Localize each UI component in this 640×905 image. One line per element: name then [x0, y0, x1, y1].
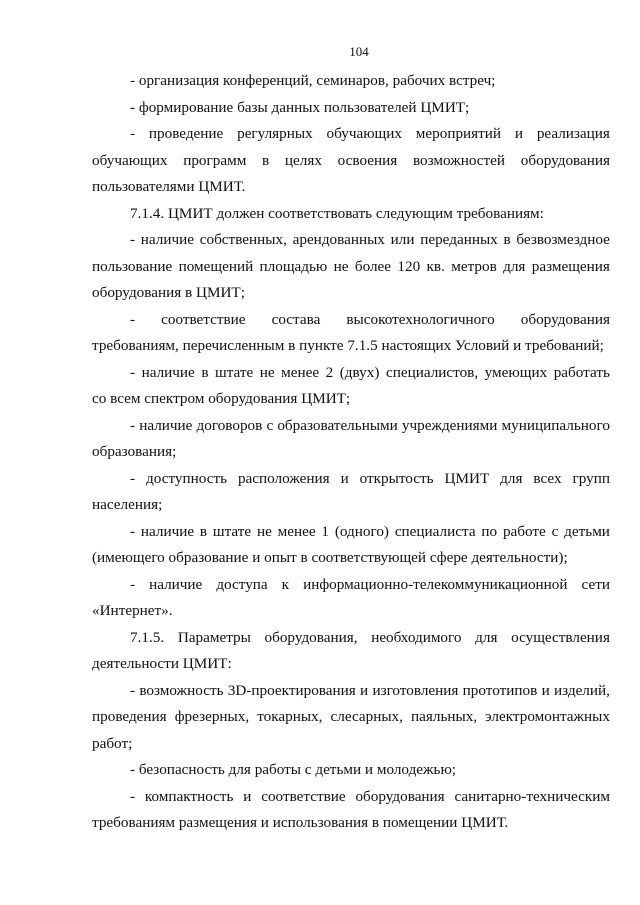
text-line: образования; — [92, 443, 177, 460]
text-line: требованиям размещения и использования в помещении ЦМИТ. — [92, 814, 509, 831]
text-line: требованиям, перечисленным в пункте 7.1.5 настоящих Условий и требований; — [92, 337, 604, 354]
text-line: - безопасность для работы с детьми и молодежью; — [130, 761, 457, 778]
text-line: (имеющего образование и опыт в соответствующей сфере деятельности); — [92, 549, 568, 566]
text-line: оборудования в ЦМИТ; — [92, 284, 245, 301]
text-line: - доступность расположения и открытость ЦМИТ для всех групп — [130, 469, 610, 487]
text-line: - наличие собственных, арендованных или переданных в безвозмездное — [130, 231, 610, 248]
paragraph — [92, 572, 610, 625]
paragraph — [92, 68, 610, 95]
text-line: - соответствие состава высокотехнологичного оборудования — [130, 310, 610, 328]
text-line: пользователями ЦМИТ. — [92, 178, 246, 195]
text-line: 7.1.4. ЦМИТ должен соответствовать следующим требованиям: — [130, 204, 544, 222]
text-line: - наличие в штате не менее 1 (одного) специалиста по работе с детьми — [130, 522, 610, 540]
text-line: - формирование базы данных пользователей ЦМИТ; — [130, 98, 470, 116]
paragraph — [92, 413, 610, 466]
paragraph — [92, 466, 610, 519]
text-line: проведения фрезерных, токарных, слесарных, паяльных, электромонтажных — [92, 708, 610, 725]
paragraph — [92, 360, 610, 413]
text-line: работ; — [92, 734, 133, 752]
paragraph — [92, 201, 610, 228]
text-line: - компактность и соответствие оборудования санитарно-техническим — [130, 787, 610, 805]
paragraph — [92, 784, 610, 837]
paragraph — [92, 227, 610, 307]
text-line: пользование помещений площадью не более 120 кв. метров для размещения — [92, 257, 610, 275]
text-line: со всем спектром оборудования ЦМИТ; — [92, 390, 351, 407]
paragraph — [92, 121, 610, 201]
paragraph — [92, 625, 610, 678]
paragraph — [92, 678, 610, 758]
text-line: «Интернет». — [92, 602, 173, 619]
text-line: - возможность 3D-проектирования и изготовления прототипов и изделий, — [130, 681, 610, 699]
text-line: обучающих программ в целях освоения возможностей оборудования — [92, 151, 610, 169]
document-body — [92, 68, 610, 837]
page-number: 104 — [349, 44, 369, 59]
text-line: деятельности ЦМИТ: — [92, 655, 232, 672]
paragraph — [92, 519, 610, 572]
text-line: - организация конференций, семинаров, рабочих встреч; — [130, 72, 496, 89]
text-line: - наличие в штате не менее 2 (двух) специалистов, умеющих работать — [130, 363, 610, 381]
paragraph — [92, 95, 610, 122]
paragraph — [92, 757, 610, 784]
text-line: - проведение регулярных обучающих мероприятий и реализация — [130, 125, 610, 142]
text-line: 7.1.5. Параметры оборудования, необходимого для осуществления — [130, 628, 610, 646]
text-line: - наличие доступа к информационно-телекоммуникационной сети — [130, 575, 610, 593]
paragraph — [92, 307, 610, 360]
text-line: - наличие договоров с образовательными учреждениями муниципального — [130, 416, 610, 434]
text-line: населения; — [92, 496, 163, 513]
